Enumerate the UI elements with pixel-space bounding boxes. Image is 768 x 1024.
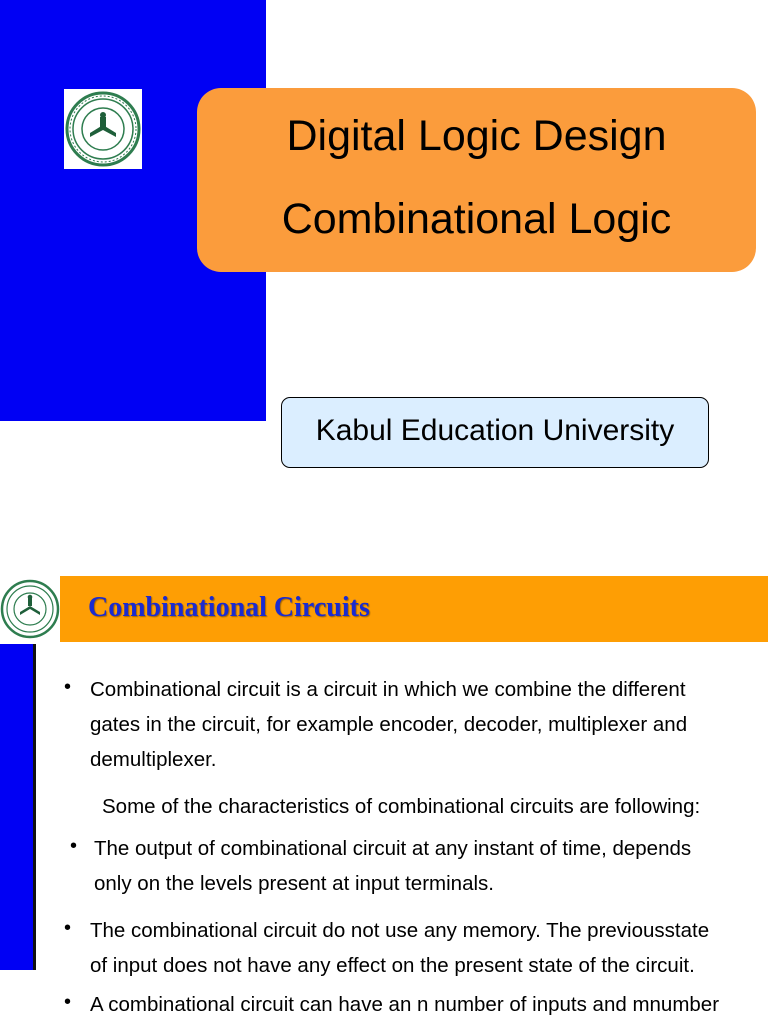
title-line-1: Digital Logic Design [286, 112, 667, 160]
bullet-item-3: The combinational circuit do not use any memory. The previousstate of input does not have any effect on the present state of the circuit. [90, 919, 710, 977]
slide-title: Combinational Circuits [88, 592, 370, 623]
bullet-item-2: The output of combinational circuit at any instant of time, depends only on the levels present at input terminals. [94, 837, 692, 895]
bullet-icon: • [64, 676, 72, 698]
bullet-icon: • [64, 991, 72, 1013]
blue-side-bar [0, 644, 36, 970]
title-line-2: Combinational Logic [281, 195, 672, 243]
title-box [197, 88, 756, 272]
university-box [281, 397, 709, 468]
university-seal-icon [0, 576, 60, 642]
content-slide [0, 572, 768, 1024]
bullet-item-4: A combinational circuit can have an n number of inputs and mnumber [90, 993, 720, 1016]
university-name: Kabul Education University [315, 414, 675, 447]
bullet-icon: • [70, 835, 78, 857]
intro-line: Some of the characteristics of combinational circuits are following: [102, 795, 701, 818]
university-seal-icon [64, 89, 142, 169]
bullet-icon: • [64, 917, 72, 939]
slide-header-bar [60, 576, 768, 642]
bullet-item-1: Combinational circuit is a circuit in which we combine the different gates in the circuit, for example encoder, decoder, multiplexer and demultiplexer. [90, 678, 688, 771]
